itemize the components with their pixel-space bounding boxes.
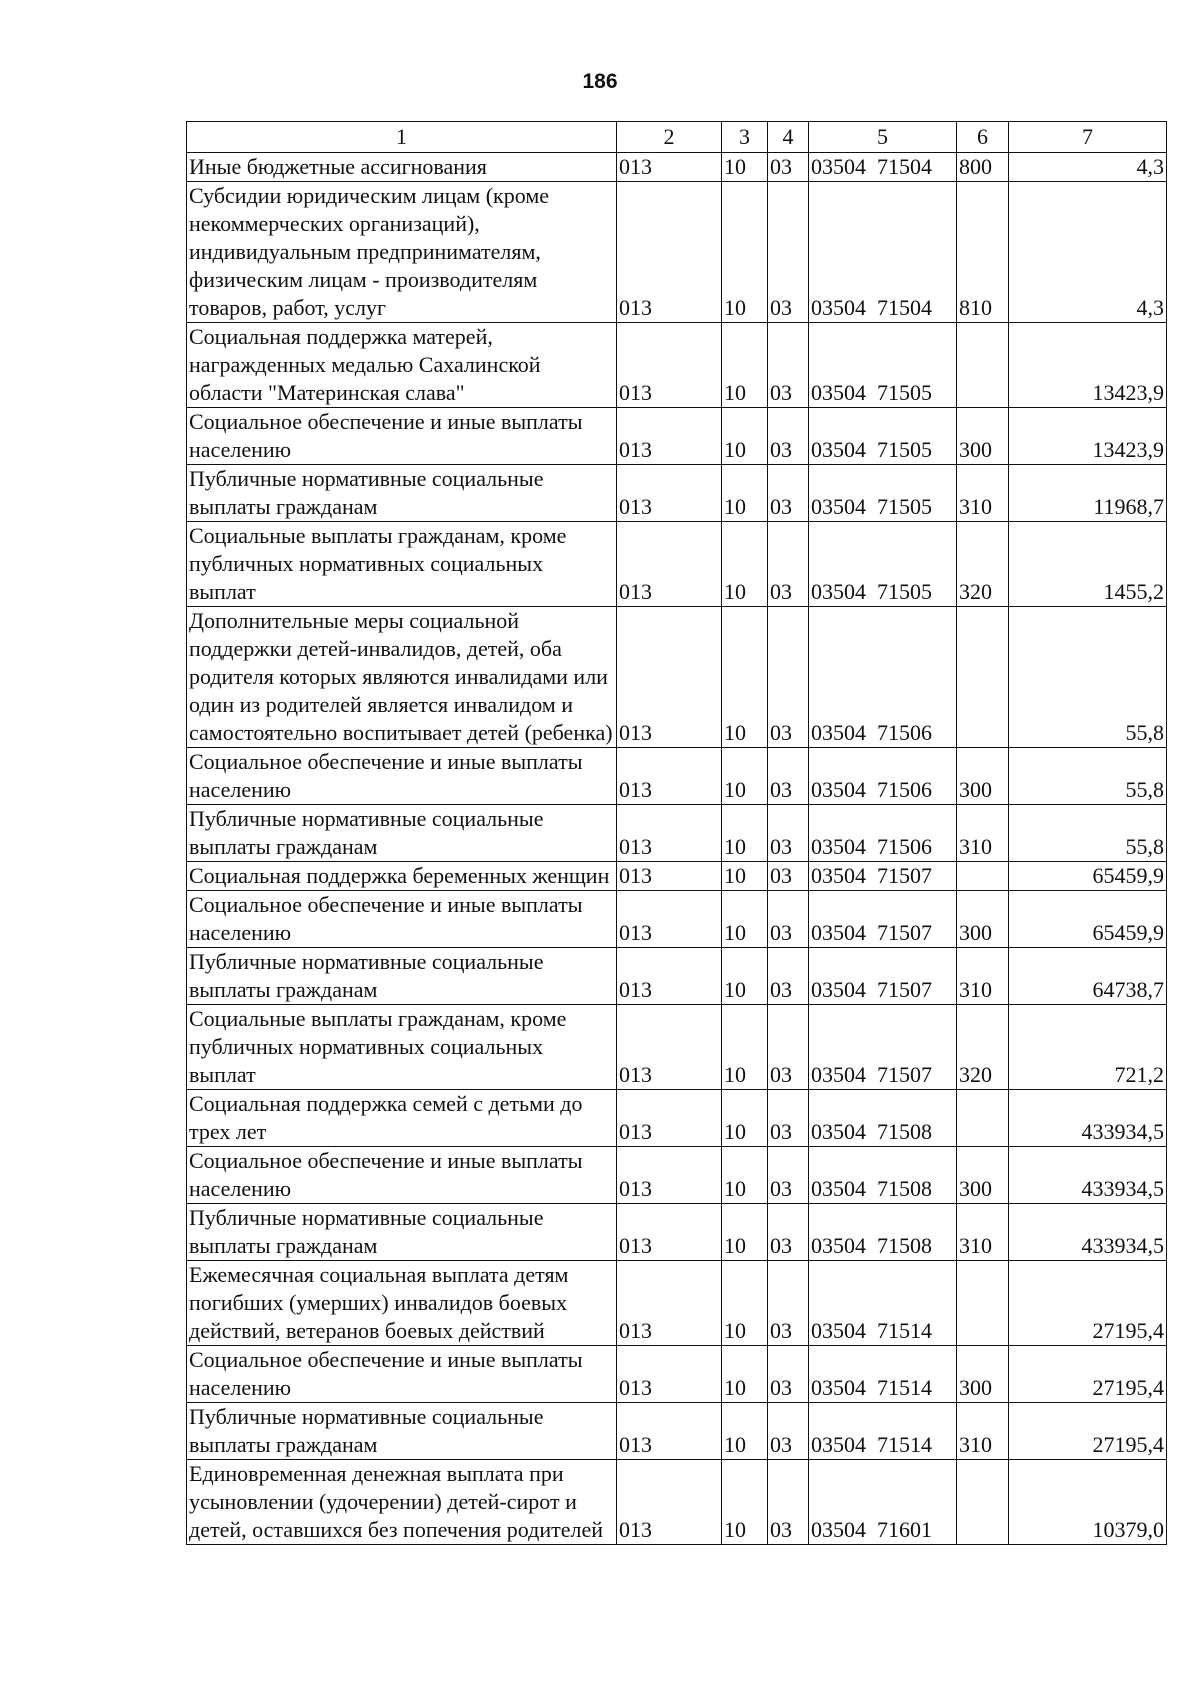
row-name: Публичные нормативные социальные выплаты гражданам [187, 1204, 617, 1261]
section-code: 10 [722, 1403, 768, 1460]
subsection-code: 03 [768, 748, 809, 805]
table-row [187, 323, 1167, 408]
column-header: 7 [1009, 122, 1167, 153]
subsection-code: 03 [768, 1346, 809, 1403]
expense-type-code: 310 [957, 805, 1009, 862]
ministry-code: 013 [617, 1090, 722, 1147]
row-name: Социальные выплаты гражданам, кроме публичных нормативных социальных выплат [187, 1005, 617, 1090]
subsection-code: 03 [768, 948, 809, 1005]
expense-type-code: 320 [957, 1005, 1009, 1090]
subsection-code: 03 [768, 465, 809, 522]
amount: 11968,7 [1009, 465, 1167, 522]
row-name: Публичные нормативные социальные выплаты гражданам [187, 1403, 617, 1460]
target-article-code: 03504 71507 [809, 862, 957, 891]
target-article-code: 03504 71514 [809, 1403, 957, 1460]
ministry-code: 013 [617, 948, 722, 1005]
section-code: 10 [722, 891, 768, 948]
amount: 27195,4 [1009, 1346, 1167, 1403]
section-code: 10 [722, 948, 768, 1005]
subsection-code: 03 [768, 323, 809, 408]
expense-type-code: 310 [957, 948, 1009, 1005]
amount: 10379,0 [1009, 1460, 1167, 1545]
table-row [187, 891, 1167, 948]
amount: 27195,4 [1009, 1261, 1167, 1346]
row-name: Социальные выплаты гражданам, кроме публичных нормативных социальных выплат [187, 522, 617, 607]
column-header: 6 [957, 122, 1009, 153]
header-row [187, 122, 1167, 153]
subsection-code: 03 [768, 1147, 809, 1204]
section-code: 10 [722, 1147, 768, 1204]
column-header: 2 [617, 122, 722, 153]
table-row [187, 948, 1167, 1005]
row-name: Субсидии юридическим лицам (кроме некоммерческих организаций), индивидуальным предпринимателям, физическим лицам - производителям товаров, работ, услуг [187, 182, 617, 323]
section-code: 10 [722, 607, 768, 748]
table-row [187, 182, 1167, 323]
target-article-code: 03504 71505 [809, 408, 957, 465]
subsection-code: 03 [768, 182, 809, 323]
section-code: 10 [722, 1090, 768, 1147]
target-article-code: 03504 71506 [809, 748, 957, 805]
amount: 721,2 [1009, 1005, 1167, 1090]
ministry-code: 013 [617, 153, 722, 182]
subsection-code: 03 [768, 805, 809, 862]
row-name: Иные бюджетные ассигнования [187, 153, 617, 182]
row-name: Социальное обеспечение и иные выплаты населению [187, 1346, 617, 1403]
section-code: 10 [722, 465, 768, 522]
target-article-code: 03504 71507 [809, 1005, 957, 1090]
row-name: Публичные нормативные социальные выплаты гражданам [187, 805, 617, 862]
row-name: Ежемесячная социальная выплата детям погибших (умерших) инвалидов боевых действий, ветеранов боевых действий [187, 1261, 617, 1346]
column-header: 3 [722, 122, 768, 153]
row-name: Социальное обеспечение и иные выплаты населению [187, 1147, 617, 1204]
expense-type-code: 310 [957, 1204, 1009, 1261]
amount: 433934,5 [1009, 1090, 1167, 1147]
amount: 4,3 [1009, 153, 1167, 182]
ministry-code: 013 [617, 1460, 722, 1545]
target-article-code: 03504 71506 [809, 805, 957, 862]
ministry-code: 013 [617, 182, 722, 323]
column-header: 4 [768, 122, 809, 153]
expense-type-code [957, 862, 1009, 891]
section-code: 10 [722, 862, 768, 891]
expense-type-code: 300 [957, 748, 1009, 805]
table-row [187, 1090, 1167, 1147]
expense-type-code [957, 607, 1009, 748]
ministry-code: 013 [617, 607, 722, 748]
target-article-code: 03504 71508 [809, 1090, 957, 1147]
section-code: 10 [722, 1460, 768, 1545]
subsection-code: 03 [768, 522, 809, 607]
section-code: 10 [722, 748, 768, 805]
table-row [187, 862, 1167, 891]
expense-type-code: 320 [957, 522, 1009, 607]
table-row [187, 1204, 1167, 1261]
ministry-code: 013 [617, 805, 722, 862]
expense-type-code: 300 [957, 1346, 1009, 1403]
section-code: 10 [722, 1005, 768, 1090]
expense-type-code [957, 1460, 1009, 1545]
subsection-code: 03 [768, 891, 809, 948]
ministry-code: 013 [617, 465, 722, 522]
expense-type-code: 310 [957, 1403, 1009, 1460]
row-name: Единовременная денежная выплата при усыновлении (удочерении) детей-сирот и детей, оставшихся без попечения родителей [187, 1460, 617, 1545]
subsection-code: 03 [768, 862, 809, 891]
row-name: Публичные нормативные социальные выплаты гражданам [187, 465, 617, 522]
target-article-code: 03504 71505 [809, 323, 957, 408]
table-row [187, 607, 1167, 748]
subsection-code: 03 [768, 1403, 809, 1460]
row-name: Социальная поддержка матерей, награжденных медалью Сахалинской области "Материнская слава" [187, 323, 617, 408]
subsection-code: 03 [768, 1090, 809, 1147]
target-article-code: 03504 71507 [809, 891, 957, 948]
table-row [187, 1261, 1167, 1346]
row-name: Социальная поддержка семей с детьми до трех лет [187, 1090, 617, 1147]
expense-type-code [957, 1090, 1009, 1147]
target-article-code: 03504 71504 [809, 182, 957, 323]
amount: 1455,2 [1009, 522, 1167, 607]
ministry-code: 013 [617, 1346, 722, 1403]
target-article-code: 03504 71506 [809, 607, 957, 748]
ministry-code: 013 [617, 1403, 722, 1460]
amount: 433934,5 [1009, 1147, 1167, 1204]
table-row [187, 805, 1167, 862]
ministry-code: 013 [617, 1005, 722, 1090]
ministry-code: 013 [617, 408, 722, 465]
expense-type-code: 300 [957, 891, 1009, 948]
row-name: Дополнительные меры социальной поддержки детей-инвалидов, детей, оба родителя которых являются инвалидами или один из родителей является инвалидом и самостоятельно воспитывает детей (ребенка) [187, 607, 617, 748]
target-article-code: 03504 71508 [809, 1147, 957, 1204]
target-article-code: 03504 71505 [809, 522, 957, 607]
row-name: Социальное обеспечение и иные выплаты населению [187, 748, 617, 805]
section-code: 10 [722, 522, 768, 607]
table-row [187, 522, 1167, 607]
row-name: Социальное обеспечение и иные выплаты населению [187, 891, 617, 948]
target-article-code: 03504 71507 [809, 948, 957, 1005]
amount: 65459,9 [1009, 862, 1167, 891]
page-number: 186 [582, 70, 618, 93]
subsection-code: 03 [768, 153, 809, 182]
ministry-code: 013 [617, 891, 722, 948]
expense-type-code [957, 1261, 1009, 1346]
table-row [187, 748, 1167, 805]
amount: 65459,9 [1009, 891, 1167, 948]
expense-type-code: 300 [957, 1147, 1009, 1204]
column-header: 1 [187, 122, 617, 153]
ministry-code: 013 [617, 323, 722, 408]
section-code: 10 [722, 1204, 768, 1261]
table-row [187, 153, 1167, 182]
row-name: Публичные нормативные социальные выплаты гражданам [187, 948, 617, 1005]
subsection-code: 03 [768, 1204, 809, 1261]
amount: 13423,9 [1009, 323, 1167, 408]
amount: 4,3 [1009, 182, 1167, 323]
ministry-code: 013 [617, 1204, 722, 1261]
section-code: 10 [722, 182, 768, 323]
amount: 55,8 [1009, 607, 1167, 748]
target-article-code: 03504 71514 [809, 1261, 957, 1346]
row-name: Социальная поддержка беременных женщин [187, 862, 617, 891]
amount: 55,8 [1009, 748, 1167, 805]
expense-type-code: 810 [957, 182, 1009, 323]
subsection-code: 03 [768, 1261, 809, 1346]
section-code: 10 [722, 805, 768, 862]
target-article-code: 03504 71514 [809, 1346, 957, 1403]
section-code: 10 [722, 153, 768, 182]
subsection-code: 03 [768, 607, 809, 748]
amount: 433934,5 [1009, 1204, 1167, 1261]
row-name: Социальное обеспечение и иные выплаты населению [187, 408, 617, 465]
section-code: 10 [722, 1346, 768, 1403]
ministry-code: 013 [617, 748, 722, 805]
amount: 13423,9 [1009, 408, 1167, 465]
table-row [187, 1005, 1167, 1090]
amount: 27195,4 [1009, 1403, 1167, 1460]
table-row [187, 465, 1167, 522]
column-header: 5 [809, 122, 957, 153]
budget-table [186, 121, 1167, 1545]
subsection-code: 03 [768, 1005, 809, 1090]
amount: 55,8 [1009, 805, 1167, 862]
expense-type-code: 800 [957, 153, 1009, 182]
subsection-code: 03 [768, 408, 809, 465]
amount: 64738,7 [1009, 948, 1167, 1005]
table-row [187, 1346, 1167, 1403]
target-article-code: 03504 71508 [809, 1204, 957, 1261]
ministry-code: 013 [617, 1147, 722, 1204]
table-row [187, 1460, 1167, 1545]
section-code: 10 [722, 323, 768, 408]
target-article-code: 03504 71504 [809, 153, 957, 182]
section-code: 10 [722, 408, 768, 465]
target-article-code: 03504 71505 [809, 465, 957, 522]
section-code: 10 [722, 1261, 768, 1346]
ministry-code: 013 [617, 1261, 722, 1346]
table-row [187, 1147, 1167, 1204]
ministry-code: 013 [617, 522, 722, 607]
target-article-code: 03504 71601 [809, 1460, 957, 1545]
subsection-code: 03 [768, 1460, 809, 1545]
expense-type-code: 300 [957, 408, 1009, 465]
table-row [187, 408, 1167, 465]
table-row [187, 1403, 1167, 1460]
ministry-code: 013 [617, 862, 722, 891]
expense-type-code: 310 [957, 465, 1009, 522]
expense-type-code [957, 323, 1009, 408]
